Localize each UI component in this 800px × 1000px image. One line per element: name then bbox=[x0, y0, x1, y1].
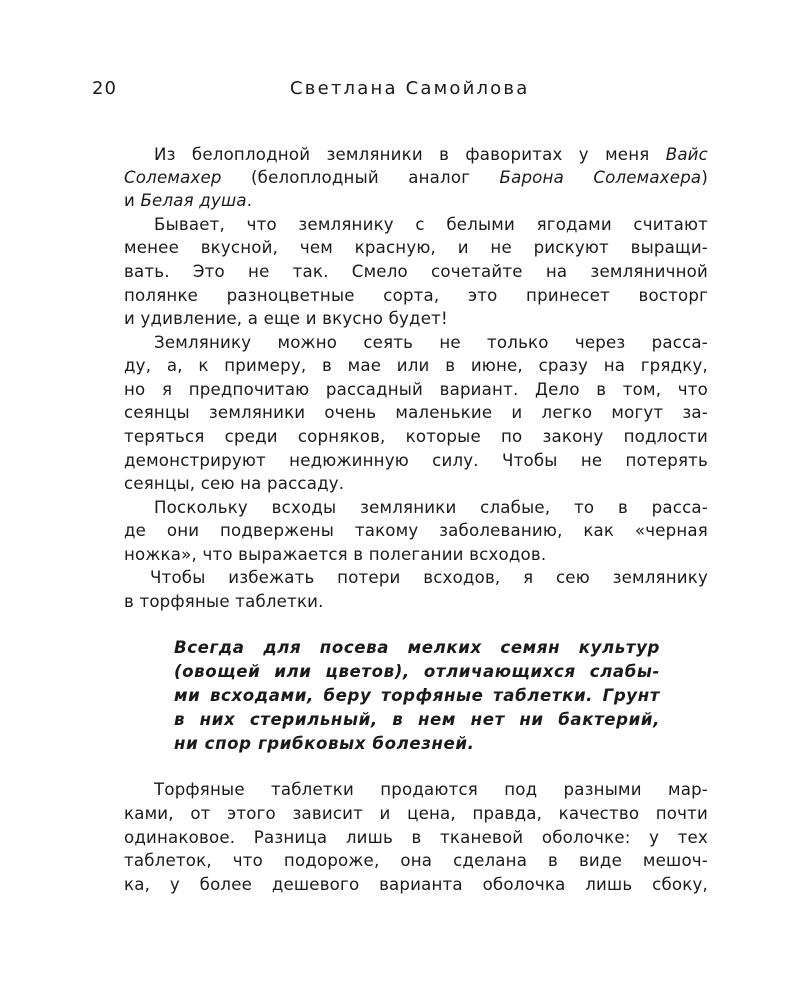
paragraph-line: ду, а, к примеру, в мае или в июне, сразу на грядку, bbox=[124, 356, 708, 375]
paragraph-line bbox=[154, 145, 708, 165]
variety-name: Барона Солемахера bbox=[499, 168, 702, 187]
paragraph-line bbox=[124, 168, 708, 188]
paragraph-line: ножка», что выражается в полегании всходов. bbox=[124, 545, 547, 564]
variety-name: Вайс bbox=[665, 145, 708, 164]
variety-name: Солемахер bbox=[124, 168, 222, 187]
quote-line: в них стерильный, в нем нет ни бактерий, bbox=[174, 710, 660, 729]
paragraph-line: сеянцы, сею на рассаду. bbox=[124, 474, 345, 493]
text-span: . bbox=[246, 191, 253, 210]
quote-line: (овощей или цветов), отличающихся слабы- bbox=[174, 662, 660, 681]
paragraph-line: теряться среди сорняков, которые по закону подлости bbox=[124, 427, 708, 446]
paragraph-line: Бывает, что землянику с белыми ягодами считают bbox=[154, 215, 708, 234]
paragraph-line: полянке разноцветные сорта, это принесет восторг bbox=[124, 286, 708, 305]
paragraph-line: ками, от этого зависит и цена, правда, качество почти bbox=[124, 804, 708, 823]
running-head-author: Светлана Самойлова bbox=[290, 78, 530, 99]
page-number: 20 bbox=[92, 78, 117, 99]
quote-line: ми всходами, беру торфяные таблетки. Грунт bbox=[174, 686, 660, 705]
quote-line: ни спор грибковых болезней. bbox=[174, 734, 475, 753]
paragraph-line: одинаковое. Разница лишь в тканевой оболочке: у тех bbox=[124, 828, 708, 847]
paragraph-line: менее вкусной, чем красную, и не рискуют выращи- bbox=[124, 238, 708, 257]
variety-name: Белая душа bbox=[140, 191, 247, 210]
paragraph-line: Торфяные таблетки продаются под разными мар- bbox=[154, 780, 708, 799]
paragraph-line: в торфяные таблетки. bbox=[124, 592, 324, 611]
paragraph-line: но я предпочитаю рассадный вариант. Дело в том, что bbox=[124, 380, 708, 399]
paragraph-line: демонстрируют недюжинную силу. Чтобы не потерять bbox=[124, 451, 708, 470]
paragraph-line: и удивление, а еще и вкусно будет! bbox=[124, 309, 448, 328]
paragraph-line bbox=[124, 191, 252, 211]
paragraph-line: Поскольку всходы земляники слабые, то в расса- bbox=[154, 498, 708, 517]
text-span: (белоплодный аналог bbox=[221, 168, 500, 187]
paragraph-line: де они подвержены такому заболеванию, как «черная bbox=[124, 521, 708, 540]
text-span: и bbox=[124, 191, 141, 210]
paragraph-line: ка, у более дешевого варианта оболочка лишь сбоку, bbox=[124, 875, 708, 894]
paragraph-line: сеянцы земляники очень маленькие и легко могут за- bbox=[124, 403, 708, 422]
quote-line: Всегда для посева мелких семян культур bbox=[174, 638, 660, 657]
text-span: Из белоплодной земляники в фаворитах у меня bbox=[154, 145, 666, 164]
paragraph-line: вать. Это не так. Смело сочетайте на земляничной bbox=[124, 262, 708, 281]
paragraph-line: Чтобы избежать потери всходов, я сею землянику bbox=[150, 568, 708, 587]
paragraph-line: таблеток, что подороже, она сделана в виде мешоч- bbox=[124, 851, 708, 870]
text-span: ) bbox=[701, 168, 708, 187]
paragraph-line: Землянику можно сеять не только через расса- bbox=[154, 333, 708, 352]
